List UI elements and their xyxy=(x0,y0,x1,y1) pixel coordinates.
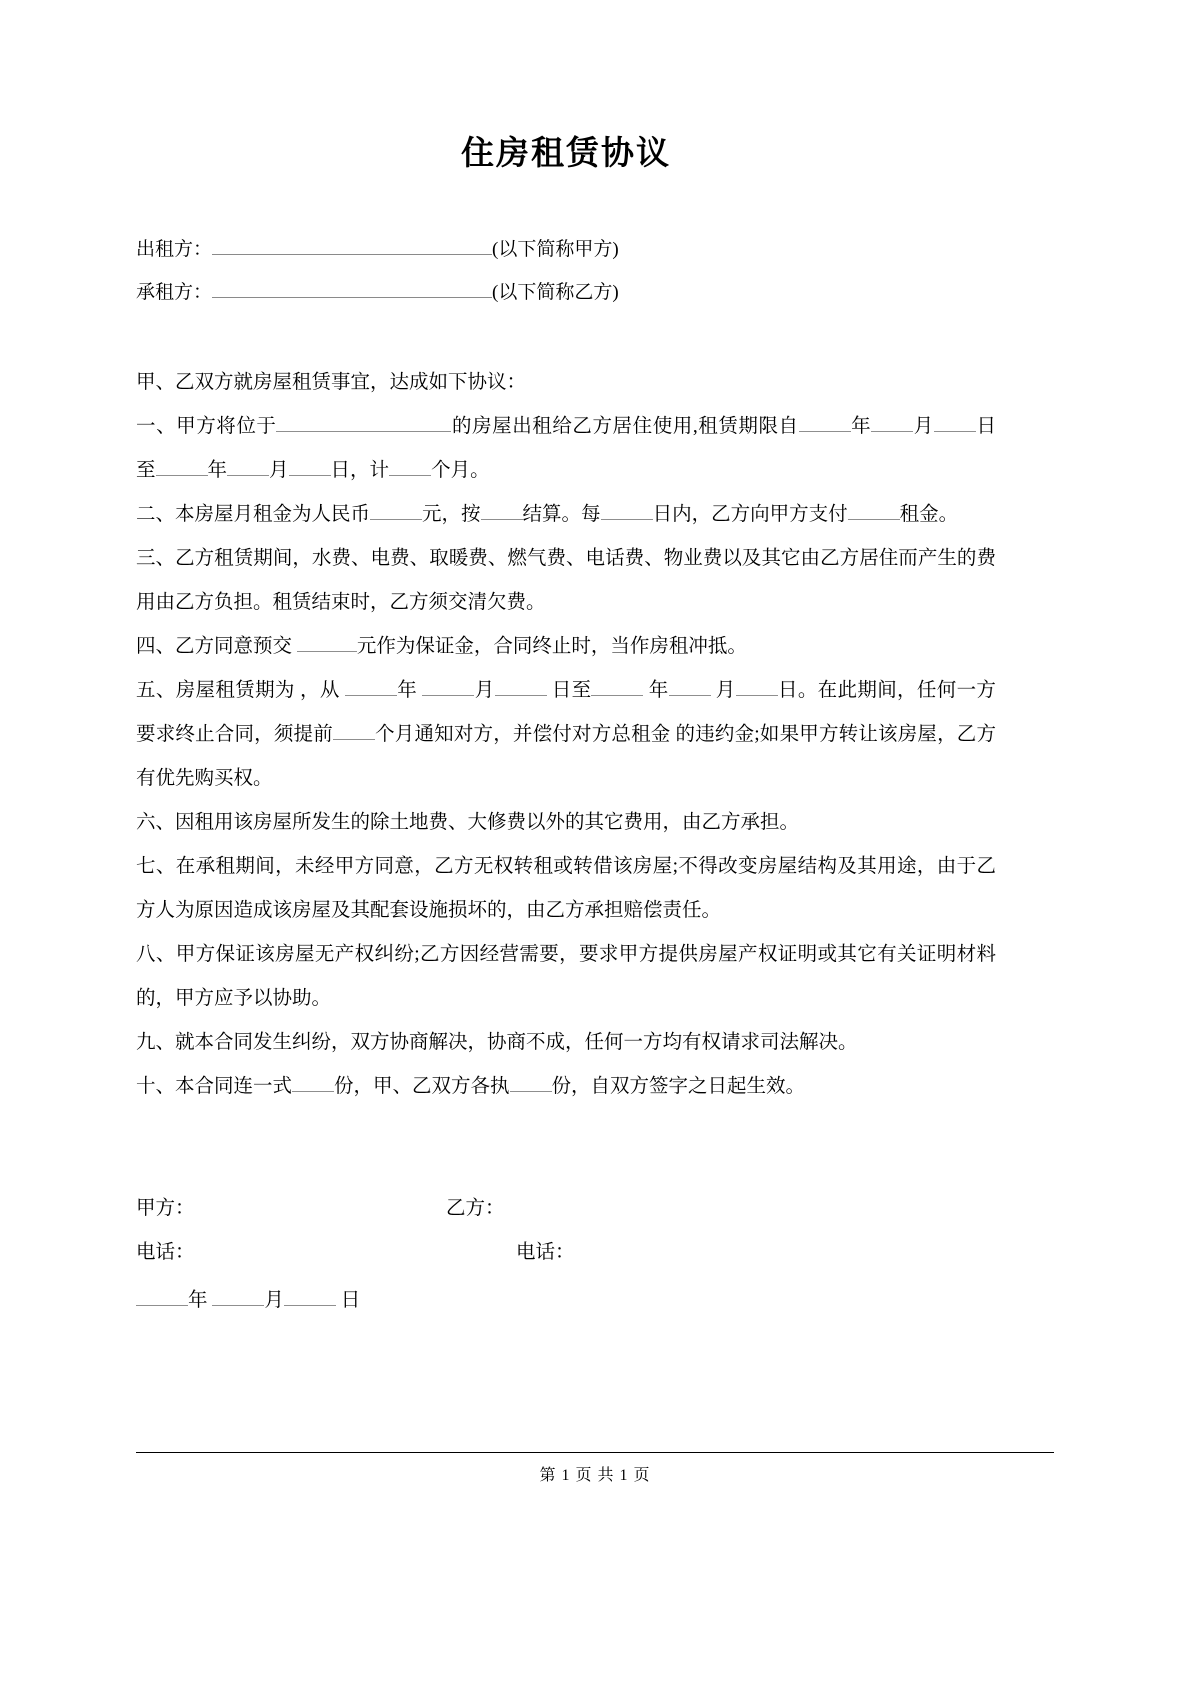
clause-2-text-3: 元，按 xyxy=(422,503,481,525)
agreement-body xyxy=(136,361,996,1109)
clause-1-blank-14[interactable] xyxy=(289,454,331,475)
signature-date-row xyxy=(136,1279,996,1323)
lessee-suffix: (以下简称乙方) xyxy=(492,281,619,303)
footer-divider xyxy=(136,1452,1054,1453)
clause-1-blank-10[interactable] xyxy=(156,454,208,475)
clause-5-blank-8[interactable] xyxy=(591,674,643,695)
clause-4-text-3: 元作为保证金，合同终止时，当作房租冲抵。 xyxy=(356,635,747,657)
party-a-signature-label: 甲方： xyxy=(136,1197,195,1219)
clause-2-text-7: 日内，乙方向甲方支付 xyxy=(652,503,848,525)
clause-10-text-3: 份，甲、乙双方各执 xyxy=(334,1075,510,1097)
clause-1-text-7: 月 xyxy=(913,415,934,437)
clause-5-text-9: 年 xyxy=(643,679,669,701)
clause-1-text-9: 日至 xyxy=(136,415,996,481)
clause-6-text-1: 因租用该房屋所发生的除土地费、大修费以外的其它费用，由乙方承担。 xyxy=(175,811,800,833)
clause-2-text-1: 本房屋月租金为人民币 xyxy=(175,503,371,525)
lessor-line xyxy=(136,228,996,271)
clause-number: 七、 xyxy=(136,855,176,877)
clause-4 xyxy=(136,625,996,669)
clause-number: 二、 xyxy=(136,503,176,525)
clause-10-text-1: 本合同连一式 xyxy=(175,1075,293,1097)
clause-2-blank-6[interactable] xyxy=(601,498,653,519)
clause-9-text-1: 就本合同发生纠纷，双方协商解决，协商不成，任何一方均有权请求司法解决。 xyxy=(175,1031,858,1053)
clause-5-text-7: 日至 xyxy=(546,679,592,701)
clause-1-text-11: 年 xyxy=(207,459,228,481)
clause-10-text-5: 份，自双方签字之日起生效。 xyxy=(551,1075,806,1097)
clause-2 xyxy=(136,493,996,537)
clause-1-blank-4[interactable] xyxy=(799,410,851,431)
clause-7-text-1: 在承租期间，未经甲方同意，乙方无权转租或转借该房屋;不得改变房屋结构及其用途，由于乙方人为原因造成该房屋及其配套设施损坏的，由乙方承担赔偿责任。 xyxy=(136,855,996,921)
clause-3-text-1: 乙方租赁期间，水费、电费、取暖费、燃气费、电话费、物业费以及其它由乙方居住而产生的费用由乙方负担。租赁结束时，乙方须交清欠费。 xyxy=(136,547,996,613)
parties-block xyxy=(136,228,996,314)
clause-number: 九、 xyxy=(136,1031,176,1053)
clause-1-text-15: 日，计 xyxy=(330,459,390,481)
clause-5-blank-6[interactable] xyxy=(495,674,547,695)
clause-5-blank-4[interactable] xyxy=(422,674,474,695)
party-b-phone-label: 电话： xyxy=(516,1241,575,1263)
clause-5-blank-2[interactable] xyxy=(345,674,397,695)
clause-1-text-1: 甲方将位于 xyxy=(176,415,277,437)
clause-2-text-5: 结算。每 xyxy=(522,503,601,525)
clause-number: 八、 xyxy=(136,943,176,965)
clause-4-blank-2[interactable] xyxy=(297,630,357,651)
lessee-name-blank[interactable] xyxy=(212,278,492,298)
page-title: 住房租赁协议 xyxy=(461,134,671,171)
clause-number: 三、 xyxy=(136,547,176,569)
clause-2-blank-4[interactable] xyxy=(481,498,523,519)
clause-1-blank-8[interactable] xyxy=(934,410,976,431)
clause-4-text-1: 乙方同意预交 xyxy=(175,635,297,657)
lessee-line xyxy=(136,271,996,314)
clause-1-blank-12[interactable] xyxy=(227,454,269,475)
date-day-label: 日 xyxy=(340,1289,361,1311)
clause-2-blank-2[interactable] xyxy=(370,498,422,519)
clause-10 xyxy=(136,1065,996,1109)
lessor-label: 出租方： xyxy=(136,238,213,260)
signature-block xyxy=(136,1187,996,1323)
lessor-name-blank[interactable] xyxy=(212,235,492,255)
clause-6 xyxy=(136,801,996,845)
party-a-phone-label: 电话： xyxy=(136,1241,195,1263)
clause-5-blank-14[interactable] xyxy=(333,718,375,739)
clause-5-text-1: 房屋租赁期为 ，从 xyxy=(175,679,345,701)
party-b-signature-label: 乙方： xyxy=(446,1197,505,1219)
clause-5-blank-10[interactable] xyxy=(669,674,711,695)
clause-3 xyxy=(136,537,996,625)
clause-1-blank-6[interactable] xyxy=(871,410,913,431)
clause-1-blank-2[interactable] xyxy=(276,410,451,431)
clause-list xyxy=(136,405,996,1109)
clause-5-text-11: 月 xyxy=(710,679,736,701)
clause-1 xyxy=(136,405,996,493)
clause-number: 五、 xyxy=(136,679,176,701)
date-month-blank[interactable] xyxy=(212,1284,264,1305)
lessee-label: 承租方： xyxy=(136,281,213,303)
date-year-blank[interactable] xyxy=(136,1284,188,1305)
clause-5-text-13: 日。在此期间，任何一方要求终止合同，须提前 xyxy=(136,679,996,745)
clause-number: 六、 xyxy=(136,811,176,833)
clause-2-text-9: 租金。 xyxy=(899,503,959,525)
signature-phones-row xyxy=(136,1231,996,1275)
clause-8 xyxy=(136,933,996,1021)
clause-2-blank-8[interactable] xyxy=(848,498,900,519)
clause-10-blank-4[interactable] xyxy=(510,1070,552,1091)
lessor-suffix: (以下简称甲方) xyxy=(492,238,619,260)
clause-5-blank-12[interactable] xyxy=(736,674,778,695)
clause-1-text-13: 月 xyxy=(269,459,289,481)
clause-1-text-3: 的房屋出租给乙方居住使用,租赁期限自 xyxy=(451,415,799,437)
clause-number: 十、 xyxy=(136,1075,176,1097)
clause-5-text-5: 月 xyxy=(474,679,495,701)
clause-10-blank-2[interactable] xyxy=(292,1070,334,1091)
clause-5-text-3: 年 xyxy=(396,679,423,701)
date-day-blank[interactable] xyxy=(284,1284,336,1305)
preamble: 甲、乙双方就房屋租赁事宜，达成如下协议： xyxy=(136,371,527,393)
clause-9 xyxy=(136,1021,996,1065)
clause-1-blank-16[interactable] xyxy=(389,454,431,475)
clause-7 xyxy=(136,845,996,933)
date-month-label: 月 xyxy=(264,1289,284,1311)
clause-number: 一、 xyxy=(136,415,177,437)
clause-8-text-1: 甲方保证该房屋无产权纠纷;乙方因经营需要，要求甲方提供房屋产权证明或其它有关证明材料的，甲方应予以协助。 xyxy=(136,943,996,1009)
signature-names-row xyxy=(136,1187,996,1231)
clause-1-text-17: 个月。 xyxy=(431,459,490,481)
date-year-label: 年 xyxy=(188,1289,208,1311)
document-content xyxy=(136,0,996,1323)
clause-1-text-5: 年 xyxy=(850,415,872,437)
clause-5-text-15: 个月通知对方，并偿付对方总租金 的违约金;如果甲方转让该房屋，乙方有优先购买权。 xyxy=(136,723,996,789)
clause-number: 四、 xyxy=(136,635,176,657)
clause-5 xyxy=(136,669,996,801)
page-number: 第 1 页 共 1 页 xyxy=(539,1467,651,1484)
page-footer xyxy=(136,1452,1054,1485)
